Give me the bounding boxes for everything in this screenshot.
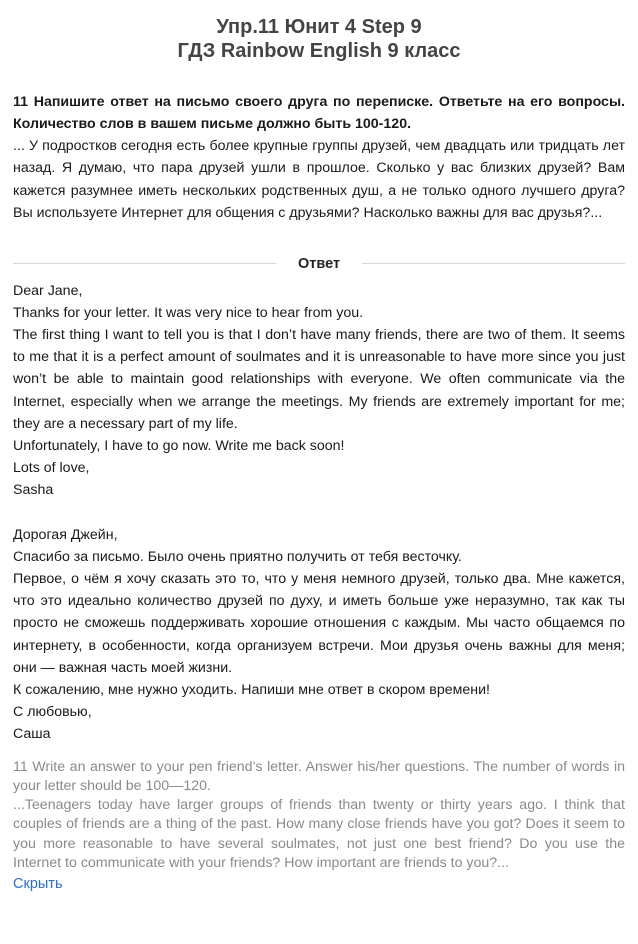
spacer <box>13 502 625 524</box>
original-task-heading: 11 Write an answer to your pen friend’s letter. Answer his/her questions. The number of words in your letter should be 100—120. <box>13 758 625 794</box>
original-task-english <box>13 758 625 894</box>
task-section <box>13 91 625 225</box>
task-heading: 11 Напишите ответ на письмо своего друга по переписке. Ответьте на его вопросы. Количество слов в вашем письме должно быть 100-120. <box>13 94 625 132</box>
divider-line-right <box>362 263 625 264</box>
hide-link[interactable]: Скрыть <box>13 875 63 892</box>
answer-heading: Ответ <box>297 255 341 272</box>
divider-line-left <box>13 263 276 264</box>
letter-signature: Sasha <box>13 482 54 499</box>
letter-paragraph: Thanks for your letter. It was very nice to hear from you. <box>13 304 364 321</box>
letter-signature: Саша <box>13 726 51 743</box>
letter-greeting: Дорогая Джейн, <box>13 526 118 543</box>
letter-closing: С любовью, <box>13 704 92 721</box>
letter-paragraph: The first thing I want to tell you is that I don’t have many friends, there are two of them. It seems to me that it is a perfect amount of soulmates and it is unreasonable to have more since you just won’t be able to maintain good relationships with everyone. We often communicate via the Internet, especially when we arrange the meetings. My friends are extremely important for me; they are a necessary part of my life. <box>13 327 625 432</box>
letter-paragraph: Спасибо за письмо. Было очень приятно получить от тебя весточку. <box>13 548 462 565</box>
letter-paragraph: К сожалению, мне нужно уходить. Напиши мне ответ в скором времени! <box>13 682 490 699</box>
page-title <box>13 0 625 63</box>
page-title-line1: Упр.11 Юнит 4 Step 9 <box>216 16 422 38</box>
task-body: ... У подростков сегодня есть более крупные группы друзей, чем двадцать или тридцать лет назад. Я думаю, что пара друзей ушли в прошлое. Сколько у вас близких друзей? Вам кажется разумнее иметь нескольких родственных душ, а не только одного лучшего друга? Вы используете Интернет для общения с друзьями? Насколько важны для вас друзья?... <box>13 138 625 222</box>
letter-closing: Lots of love, <box>13 460 90 477</box>
original-task-body: ...Teenagers today have larger groups of friends than twenty or thirty years ago. I think that couples of friends are a thing of the past. How many close friends have you got? Does it seem to you more reasonable to have several soulmates, not just one best friend? Do you use the Internet to communicate with your friends? How important are friends to you?... <box>13 797 625 871</box>
letter-paragraph: Unfortunately, I have to go now. Write me back soon! <box>13 438 345 455</box>
letter-paragraph: Первое, о чём я хочу сказать это то, что у меня немного друзей, только два. Мне кажется, что это идеально количество друзей по духу, и иметь больше уже неразумно, так как ты просто не сможешь поддерживать хорошие отношения с каждым. Мы часто общаемся по интернету, в особенности, когда организуем встречи. Мои друзья очень важны для меня; они — важная часть моей жизни. <box>13 571 625 676</box>
answer-divider <box>13 253 625 275</box>
page-title-line2: ГДЗ Rainbow English 9 класс <box>177 40 461 62</box>
answer-letter-english <box>13 280 625 502</box>
answer-letter-russian <box>13 524 625 746</box>
letter-greeting: Dear Jane, <box>13 282 83 299</box>
